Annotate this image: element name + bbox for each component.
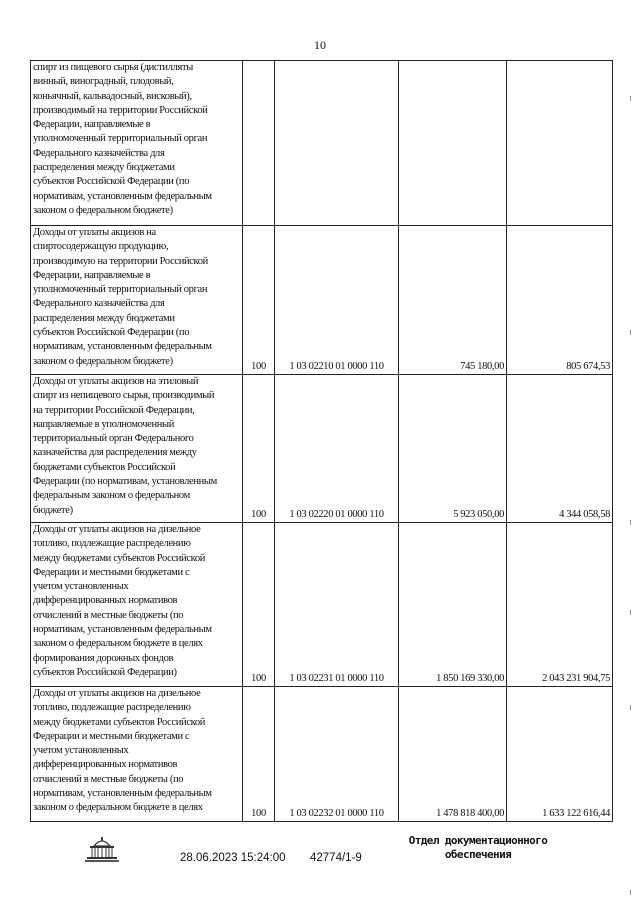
admin-code-cell [243,61,275,226]
approved-amount-cell: 1 478 818 400,00 [399,687,507,822]
table-row [31,523,613,687]
kbk-code-cell: 1 03 02220 01 0000 110 [275,375,399,523]
scan-edge-mark [630,890,631,895]
row-description: спирт из пищевого сырья (дистилляты винный, виноградный, плодовый, коньячный, кальвадосный, висковый), производимый на территории Российской Федерации, направляемые в уполномоченный территориальный орган Федерального казначейства для распределения между бюджетами субъектов Российской Федерации (по нормативам, установленным федеральным законом о федеральном бюджете) [33,62,212,216]
executed-amount-cell: 2 043 231 904,75 [507,523,613,687]
row-description: Доходы от уплаты акцизов на дизельное топливо, подлежащие распределению между бюджетами субъектов Российской Федерации и местными бюджетами с учетом установленных дифференцированных нормативов отчислений в местные бюджеты (по нормативам, установленным федеральным законом о федеральном бюджете в целях [33,688,212,814]
scan-edge-mark [630,705,631,710]
executed-amount-cell: 805 674,53 [507,226,613,375]
row-description: Доходы от уплаты акцизов на этиловый спирт из непищевого сырья, производимый на территории Российской Федерации, направляемые в уполномоченный территориальный орган Федерального казначейства для распределения между бюджетами субъектов Российской Федерации (по нормативам, установленным федеральным законом о федеральном бюджете) [33,376,217,516]
scan-edge-mark [630,610,631,615]
approved-amount-cell [399,61,507,226]
department-line-1: Отдел документационного [408,834,548,847]
row-description-cell [31,375,243,523]
row-description-cell [31,226,243,375]
registration-number: 42774/1-9 [310,852,362,864]
row-description-cell [31,687,243,822]
department-stamp [398,834,558,862]
admin-code-cell: 100 [243,375,275,523]
row-description: Доходы от уплаты акцизов на спиртосодержащую продукцию, производимую на территории Российской Федерации, направляемые в уполномоченный территориальный орган Федерального казначейства для распределения между бюджетами субъектов Российской Федерации (по нормативам, установленным федеральным законом о федеральном бюджете) [33,227,212,367]
kbk-code-cell [275,61,399,226]
executed-amount-cell: 1 633 122 616,44 [507,687,613,822]
page-number: 10 [314,38,326,52]
table-row [31,61,613,226]
admin-code-cell: 100 [243,687,275,822]
table-row [31,226,613,375]
revenue-table [30,60,613,822]
scan-edge-mark [630,520,631,525]
approved-amount-cell: 1 850 169 330,00 [399,523,507,687]
approved-amount-cell: 745 180,00 [399,226,507,375]
duma-building-emblem-icon [84,836,120,864]
row-description-cell [31,523,243,687]
executed-amount-cell [507,61,613,226]
table-row [31,687,613,822]
approved-amount-cell: 5 923 050,00 [399,375,507,523]
admin-code-cell: 100 [243,523,275,687]
row-description: Доходы от уплаты акцизов на дизельное топливо, подлежащие распределению между бюджетами субъектов Российской Федерации и местными бюджетами с учетом установленных дифференцированных нормативов отчислений в местные бюджеты (по нормативам, установленным федеральным законом о федеральном бюджете в целях формирования дорожных фондов субъектов Российской Федерации) [33,524,212,678]
scan-edge-mark [630,96,631,101]
executed-amount-cell: 4 344 058,58 [507,375,613,523]
stamp-datetime: 28.06.2023 15:24:00 [180,852,286,864]
table-row [31,375,613,523]
kbk-code-cell: 1 03 02231 01 0000 110 [275,523,399,687]
kbk-code-cell: 1 03 02232 01 0000 110 [275,687,399,822]
scan-edge-mark [630,330,631,335]
department-line-2: обеспечения [444,848,512,861]
kbk-code-cell: 1 03 02210 01 0000 110 [275,226,399,375]
row-description-cell [31,61,243,226]
admin-code-cell: 100 [243,226,275,375]
